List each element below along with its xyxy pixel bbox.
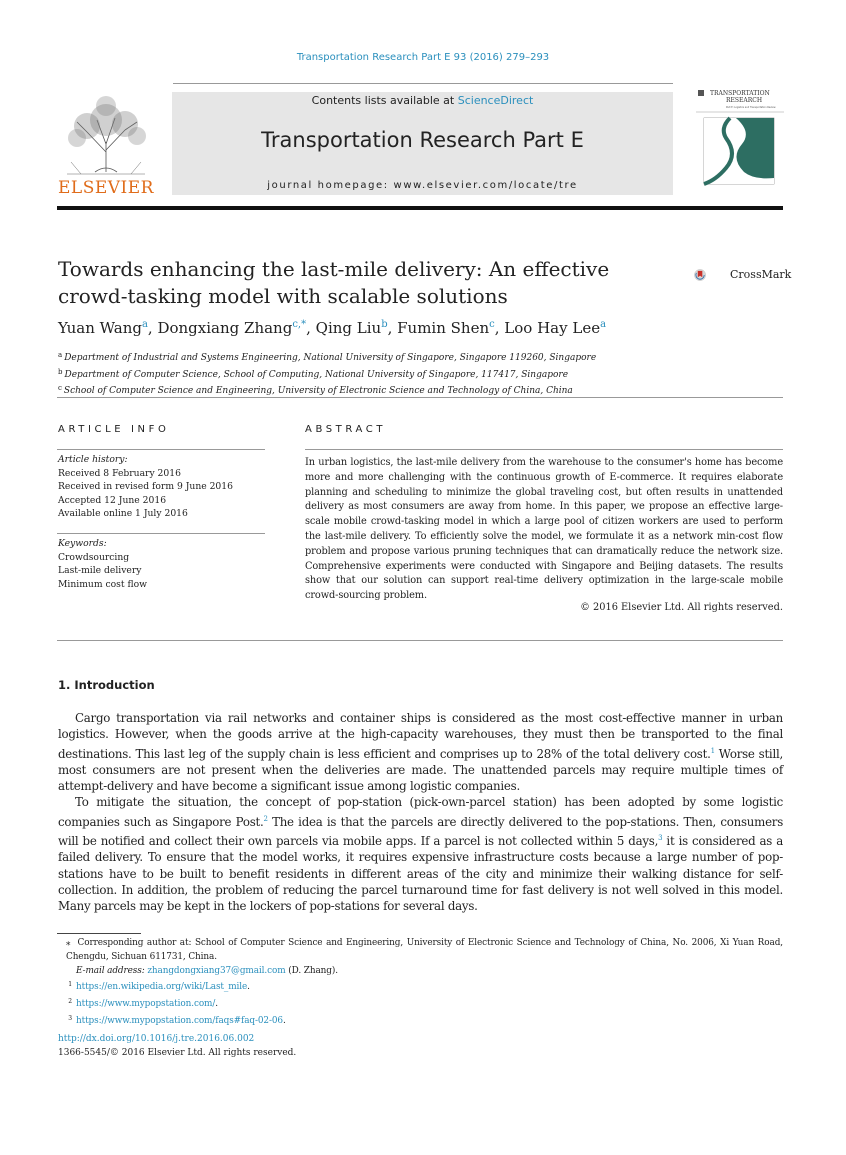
footnote-end: .: [282, 1015, 286, 1026]
paragraph: [58, 710, 783, 794]
section-heading-introduction: 1. Introduction: [58, 678, 155, 692]
author-name[interactable]: Loo Hay Lee: [504, 319, 601, 337]
affiliations-divider: [57, 397, 783, 398]
contents-prefix: Contents lists available at: [311, 94, 458, 107]
article-info-heading: ARTICLE INFO: [58, 424, 170, 435]
paragraph-text: To mitigate the situation, the concept of pop-station (pick-own-parcel station) has been adopted by some logistic companies such as Singapore Post.: [58, 795, 783, 829]
footnote-rule: [57, 933, 141, 934]
asterisk-icon: ⁎: [66, 938, 78, 948]
author-affil-mark[interactable]: b: [381, 319, 388, 330]
abstract-divider: [305, 449, 783, 450]
header-bottom-bar: [57, 206, 783, 210]
keywords-divider: [57, 533, 265, 534]
abstract-bottom-divider: [57, 640, 783, 641]
journal-homepage-link[interactable]: journal homepage: www.elsevier.com/locate/tre: [267, 180, 578, 191]
abstract-copyright: © 2016 Elsevier Ltd. All rights reserved.: [580, 602, 783, 613]
footnote-item: [58, 978, 783, 995]
keyword-item: Minimum cost flow: [58, 578, 147, 590]
author-separator: ,: [147, 319, 158, 337]
affiliation-mark: a: [58, 351, 63, 359]
issn-line: 1366-5545/© 2016 Elsevier Ltd. All rights reserved.: [58, 1048, 297, 1058]
journal-reference-link[interactable]: Transportation Research Part E 93 (2016) 279–293: [296, 52, 550, 63]
paragraph-text: The idea is that the parcels are directly delivered to the pop-stations. Then, consumers will be notified and collect their own parcels via mobile apps. If a parcel is not collected within 5 days,: [58, 814, 783, 849]
paragraph-text: it is considered as a failed delivery. To ensure that the model works, it requires expensive infrastructure costs because a large number of pop-stations have to be built to benefit residents in different areas of the city and minimize their walking distance for self-collection. In addition, the problem of reducing the parcel turnaround time for fast delivery is not well solved in this model. Many parcels may be kept in the lockers of pop-stations for several days.: [58, 834, 783, 914]
author-affil-mark[interactable]: a: [600, 319, 607, 330]
top-divider: [173, 83, 673, 84]
abstract-heading: ABSTRACT: [305, 424, 387, 435]
contents-available-line: [172, 94, 673, 107]
article-title: [58, 256, 658, 310]
elsevier-wordmark[interactable]: ELSEVIER: [58, 178, 154, 198]
article-history-label: Article history:: [58, 454, 128, 465]
journal-title: Transportation Research Part E: [261, 128, 584, 152]
paragraph: [58, 794, 783, 914]
footnote-ref[interactable]: 2: [263, 814, 268, 823]
article-title-line1: Towards enhancing the last-mile delivery: An effective: [58, 257, 610, 281]
affiliation-item: [58, 349, 596, 366]
affiliation-item: [58, 366, 596, 383]
author-affil-mark[interactable]: c: [489, 319, 495, 330]
cover-subtitle: Part E: Logistics and Transportation Review: [726, 106, 776, 109]
affiliation-text: Department of Industrial and Systems Engineering, National University of Singapore, Singapore 119260, Singapore: [64, 353, 597, 363]
corresponding-author-text: Corresponding author at: School of Computer Science and Engineering, University of Electronic Science and Technology of China, No. 2006, Xi Yuan Road, Chengdu, Sichuan 611731, China.: [66, 938, 783, 962]
footnote-item: [58, 995, 783, 1012]
footnote-link[interactable]: https://www.mypopstation.com/: [76, 999, 216, 1010]
crossmark-icon[interactable]: [694, 259, 728, 291]
footnotes: [58, 937, 783, 1029]
email-suffix: (D. Zhang).: [285, 965, 338, 976]
author-name[interactable]: Dongxiang Zhang: [157, 319, 293, 337]
footnote-number: 3: [68, 1014, 72, 1022]
article-title-line2: crowd-tasking model with scalable solutions: [58, 284, 508, 308]
footnote-end: .: [247, 982, 250, 993]
history-item: Received in revised form 9 June 2016: [58, 481, 233, 492]
footnote-end: .: [215, 999, 218, 1010]
doi-link[interactable]: http://dx.doi.org/10.1016/j.tre.2016.06.002: [58, 1034, 255, 1044]
footnote-link[interactable]: https://en.wikipedia.org/wiki/Last_mile: [76, 982, 248, 993]
footnote-ref[interactable]: 1: [710, 746, 715, 755]
author-name[interactable]: Qing Liu: [315, 319, 382, 337]
email-label: E-mail address:: [76, 965, 148, 976]
keywords-label: Keywords:: [58, 538, 107, 549]
paragraph-text: Cargo transportation via rail networks and container ships is considered as the most cost-effective manner in urban logistics. However, when the goods arrive at the high-capacity warehouses, they must then be transported to the final destinations. This last leg of the supply chain is less efficient and comprises up to 28% of the total delivery cost.: [58, 711, 783, 761]
history-item: Available online 1 July 2016: [58, 508, 188, 519]
email-note: [58, 965, 783, 979]
history-item: Received 8 February 2016: [58, 467, 181, 479]
affiliation-text: School of Computer Science and Engineering, University of Electronic Science and Technology of China, China: [63, 386, 573, 396]
crossmark-label[interactable]: CrossMark: [730, 268, 792, 281]
abstract-text: In urban logistics, the last-mile delivery from the warehouse to the consumer's home has become more and more challenging with the continuous growth of E-commerce. It requires elaborate planning and scheduling to minimize the global traveling cost, but often results in unattended delivery as most consumers are away from home. In this paper, we propose an effective large-scale mobile crowd-tasking model in which a large pool of citizen workers are used to perform the last-mile delivery. To efficiently solve the model, we formulate it as a network min-cost flow problem and propose various pruning techniques that can dramatically reduce the network size. Comprehensive experiments were conducted with Singapore and Beijing datasets. The results show that our solution can support real-time delivery optimization in the large-scale mobile crowd-sourcing problem.: [305, 457, 783, 602]
affiliations: [58, 349, 596, 399]
article-info-divider: [57, 449, 265, 450]
keyword-item: Crowdsourcing: [58, 551, 130, 563]
footnote-number: 2: [68, 998, 72, 1006]
paragraph-text: Worse still, most consumers are not present when the deliveries are made. The unattended parcels may require multiple times of attempt-delivery and have become a significant issue among logistic companies.: [58, 746, 784, 794]
affiliation-text: Department of Computer Science, School of Computing, National University of Singapore, 117417, Singapore: [64, 369, 569, 380]
author-name[interactable]: Yuan Wang: [58, 319, 142, 337]
keywords: [58, 537, 147, 591]
article-history: [58, 453, 233, 521]
email-link[interactable]: zhangdongxiang37@gmail.com: [147, 965, 286, 976]
footnote-number: 1: [68, 981, 72, 989]
keyword-item: Last-mile delivery: [58, 565, 142, 576]
author-affil-mark[interactable]: c,*: [292, 319, 307, 330]
journal-cover-image[interactable]: [696, 88, 784, 186]
footnote-link[interactable]: https://www.mypopstation.com/faqs#faq-02-06: [76, 1015, 283, 1026]
author-name[interactable]: Fumin Shen: [397, 319, 490, 337]
affiliation-mark: c: [58, 384, 62, 392]
history-item: Accepted 12 June 2016: [58, 494, 167, 506]
author-affil-mark[interactable]: a: [141, 319, 148, 330]
author-separator: ,: [387, 319, 398, 337]
author-list: [58, 319, 606, 337]
cover-title-line1: TRANSPORTATION: [710, 90, 770, 97]
author-separator: ,: [306, 319, 316, 337]
footnote-item: [58, 1012, 783, 1029]
author-separator: ,: [494, 319, 505, 337]
sciencedirect-link[interactable]: ScienceDirect: [457, 94, 534, 107]
footnote-ref[interactable]: 3: [658, 834, 663, 843]
affiliation-mark: b: [58, 367, 63, 376]
corresponding-author-note: [58, 937, 783, 965]
cover-title-line2: RESEARCH: [726, 97, 763, 104]
introduction-body: [58, 710, 783, 915]
